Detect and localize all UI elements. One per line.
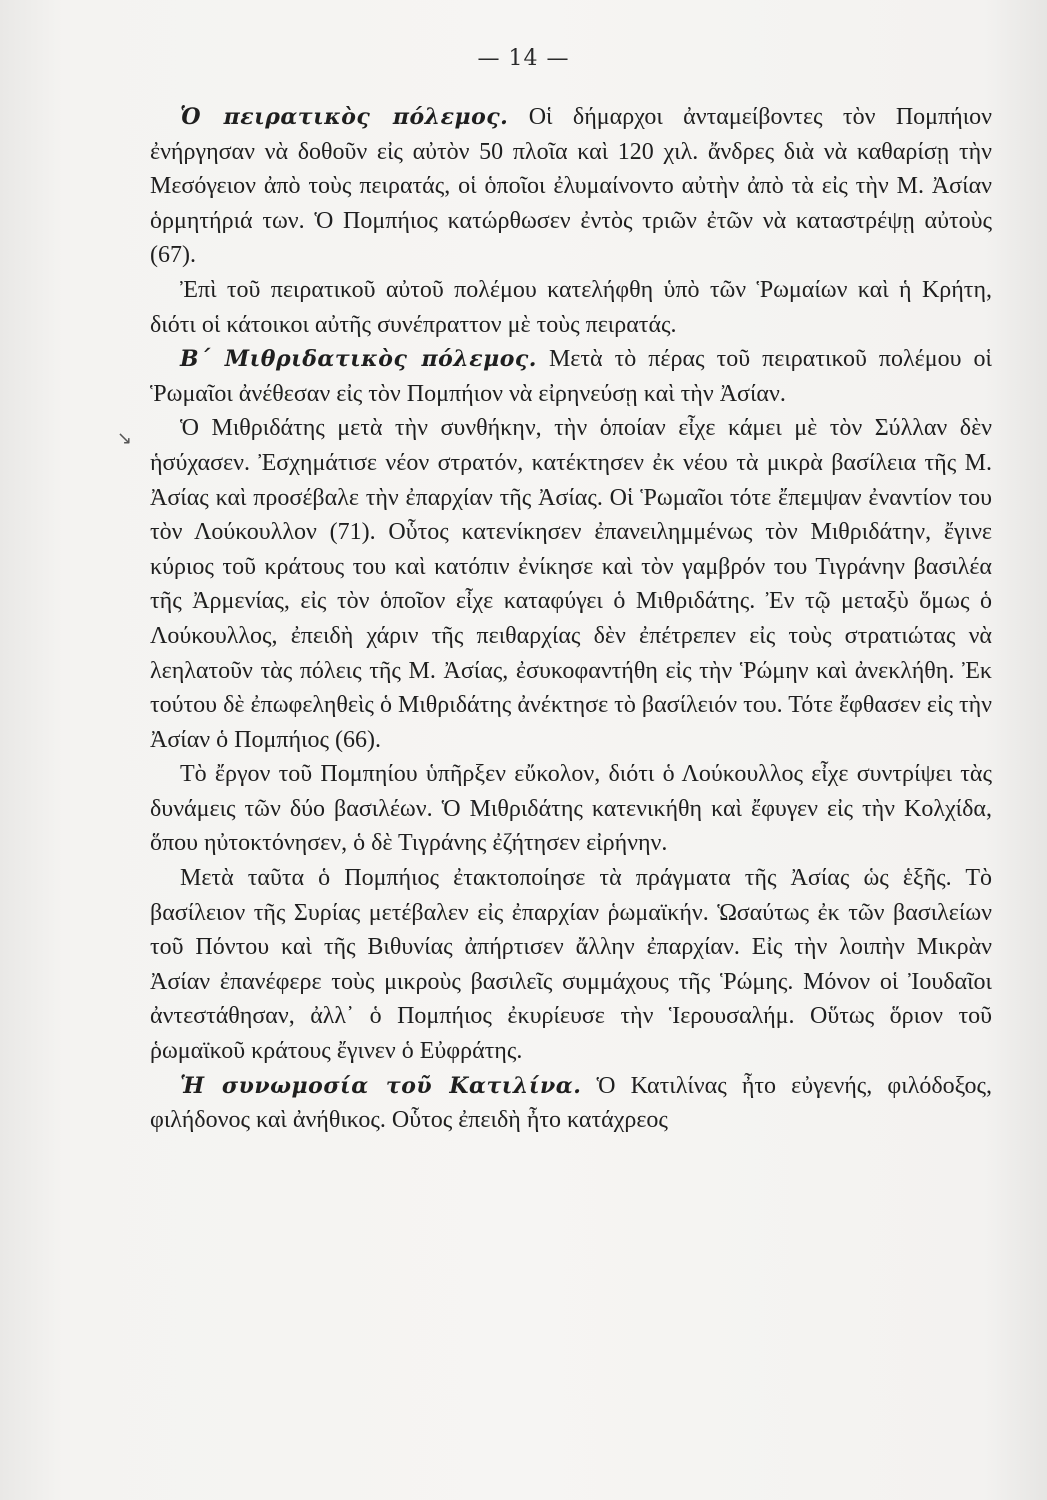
paragraph-mithridatic-war [150, 342, 992, 411]
paragraph-text: Οἱ δήμαρχοι ἀνταμείβοντες τὸν Πομπήιον ἐνήργησαν νὰ δοθοῦν εἰς αὐτὸν 50 πλοῖα καὶ 120 χιλ. ἄνδρες διὰ νὰ καθαρίσῃ τὴν Μεσόγειον ἀπὸ τοὺς πειρατάς, οἱ ὁποῖοι ἐλυμαίνοντο αὐτὴν ἀπὸ τὰ εἰς τὴν Μ. Ἀσίαν ὁρμητήριά των. Ὁ Πομπήιος κατώρθωσεν ἐντὸς τριῶν ἐτῶν νὰ καταστρέψῃ αὐτοὺς (67). [150, 104, 993, 269]
paragraph-piratic-war [150, 100, 992, 273]
page-number: — 14 — [477, 46, 570, 71]
margin-annotation: ↘ [117, 428, 133, 449]
paragraph-pompey-work: Τὸ ἔργον τοῦ Πομπηίου ὑπῆρξεν εὔκολον, διότι ὁ Λούκουλλος εἶχε συντρίψει τὰς δυνάμεις τῶν δύο βασιλέων. Ὁ Μιθριδάτης κατενικήθη καὶ ἔφυγεν εἰς τὴν Κολχίδα, ὅπου ηὐτοκτόνησεν, ὁ δὲ Τιγράνης ἐζήτησεν εἰρήνην. [150, 761, 992, 857]
paragraph-text: Μετὰ τὸ πέρας τοῦ πειρατικοῦ πολέμου οἱ Ῥωμαῖοι ἀνέθεσαν εἰς τὸν Πομπήιον νὰ εἰρηνεύσῃ καὶ τὴν Ἀσίαν. [150, 346, 992, 407]
section-heading-piratic-war: Ὁ πειρατικὸς πόλεμος. [180, 104, 509, 130]
paragraph-mithridates: Ὁ Μιθριδάτης μετὰ τὴν συνθήκην, τὴν ὁποίαν εἶχε κάμει μὲ τὸν Σύλλαν δὲν ἡσύχασεν. Ἐσχημάτισε νέον στρατόν, κατέκτησεν ἐκ νέου τὰ μικρὰ βασίλεια τῆς Μ. Ἀσίας καὶ προσέβαλε τὴν ἐπαρχίαν τῆς Ἀσίας. Οἱ Ῥωμαῖοι τότε ἔπεμψαν ἐναντίον του τὸν Λούκουλλον (71). Οὗτος κατενίκησεν ἐπανειλημμένως τὸν Μιθριδάτην, ἔγινε κύριος τοῦ κράτους του καὶ κατόπιν ἐνίκησε καὶ τὸν γαμβρόν του Τιγράνην βασιλέα τῆς Ἀρμενίας, εἰς τὸν ὁποῖον εἶχε καταφύγει ὁ Μιθριδάτης. Ἐν τῷ μεταξὺ ὅμως ὁ Λούκουλλος, ἐπειδὴ χάριν τῆς πειθαρχίας δὲν ἐπέτρεπεν εἰς τοὺς στρατιώτας νὰ λεηλατοῦν τὰς πόλεις τῆς Μ. Ἀσίας, ἐσυκοφαντήθη εἰς τὴν Ῥώμην καὶ ἀνεκλήθη. Ἐκ τούτου δὲ ἐπωφεληθεὶς ὁ Μιθριδάτης ἀνέκτησε τὸ βασίλειόν του. Τότε ἔφθασεν εἰς τὴν Ἀσίαν ὁ Πομπήιος (66). [150, 415, 992, 753]
section-heading-catiline: Ἡ συνωμοσία τοῦ Κατιλίνα. [180, 1072, 582, 1099]
paragraph-crete: Ἐπὶ τοῦ πειρατικοῦ αὐτοῦ πολέμου κατελήφθη ὑπὸ τῶν Ῥωμαίων καὶ ἡ Κρήτη, διότι οἱ κάτοικοι αὐτῆς συνέπραττον μὲ τοὺς πειρατάς. [150, 276, 992, 338]
paragraph-catiline [150, 1069, 992, 1138]
paragraph-asia-settlement: Μετὰ ταῦτα ὁ Πομπήιος ἐτακτοποίησε τὰ πράγματα τῆς Ἀσίας ὡς ἑξῆς. Τὸ βασίλειον τῆς Συρίας μετέβαλεν εἰς ἐπαρχίαν ῥωμαϊκήν. Ὡσαύτως ἐκ τῶν βασιλείων τοῦ Πόντου καὶ τῆς Βιθυνίας ἀπήρτισεν ἄλλην ἐπαρχίαν. Εἰς τὴν λοιπὴν Μικρὰν Ἀσίαν ἐπανέφερε τοὺς μικροὺς βασιλεῖς συμμάχους τῆς Ῥώμης. Μόνον οἱ Ἰουδαῖοι ἀντεστάθησαν, ἀλλ᾽ ὁ Πομπήιος ἐκυρίευσε τὴν Ἱερουσαλήμ. Οὕτως ὅριον τοῦ ῥωμαϊκοῦ κράτους ἔγινεν ὁ Εὐφράτης. [150, 865, 992, 1065]
body-text [150, 100, 992, 1138]
section-heading-mithridatic-war: Β΄ Μιθριδατικὸς πόλεμος. [180, 346, 537, 373]
paragraph-text: Ὁ Κατιλίνας ἦτο εὐγενής, φιλόδοξος, φιλήδονος καὶ ἀνήθικος. Οὗτος ἐπειδὴ ἦτο κατάχρεος [150, 1072, 992, 1134]
